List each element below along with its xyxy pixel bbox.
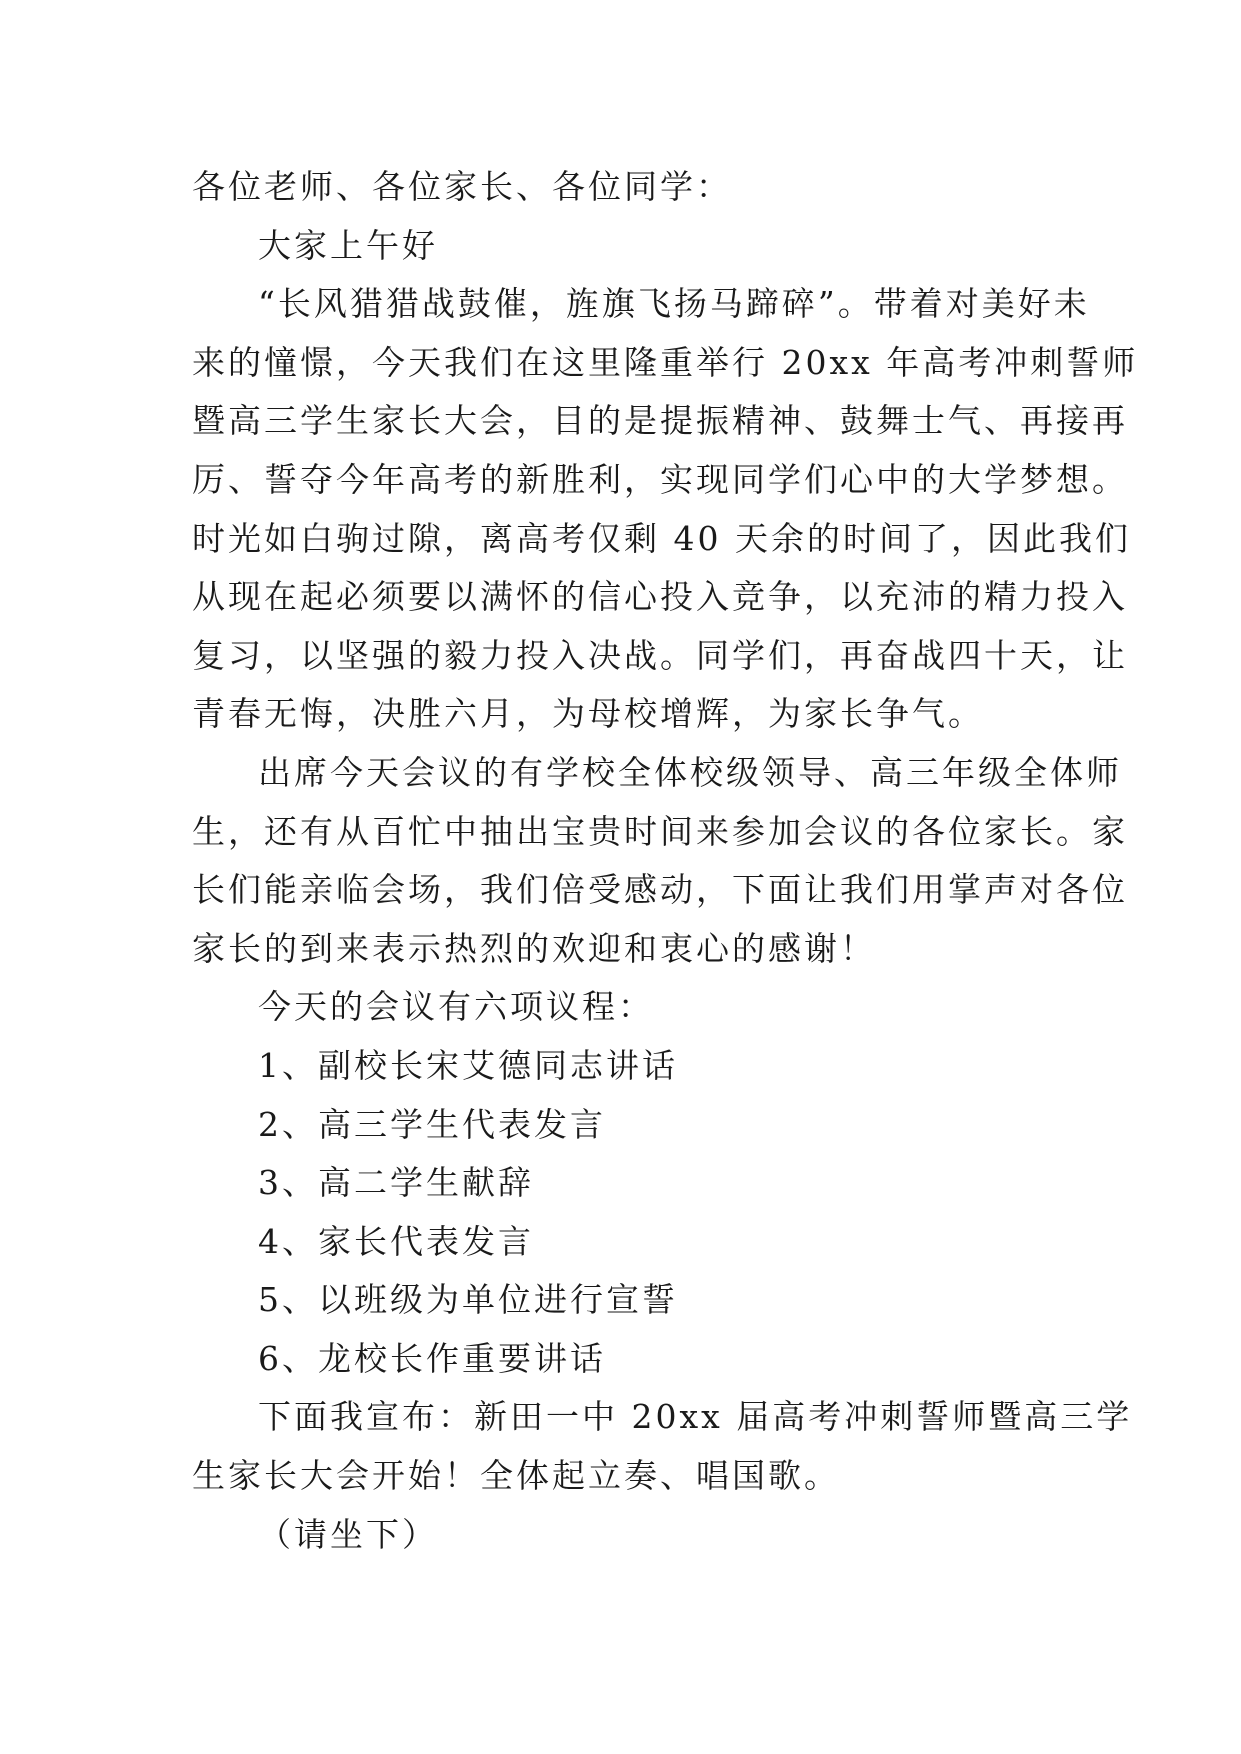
- paragraph-line: 青春无悔，决胜六月，为母校增辉，为家长争气。: [192, 694, 984, 734]
- document-body: [192, 158, 1139, 1564]
- agenda-item: 4、家长代表发言: [258, 1221, 534, 1261]
- announcement-paragraph: [192, 1388, 1133, 1505]
- paragraph-line: 下面我宣布：新田一中 20xx 届高考冲刺誓师暨高三学: [258, 1397, 1133, 1437]
- agenda-item: 1、副校长宋艾德同志讲话: [258, 1045, 678, 1085]
- agenda-list: [192, 1037, 1062, 1389]
- paragraph-line: 从现在起必须要以满怀的信心投入竞争，以充沛的精力投入: [192, 577, 1128, 617]
- paragraph-line: 家长的到来表示热烈的欢迎和衷心的感谢！: [192, 928, 876, 968]
- agenda-item: 2、高三学生代表发言: [258, 1104, 606, 1144]
- agenda-item: 3、高二学生献辞: [258, 1163, 534, 1203]
- paragraph-line: 时光如白驹过隙，离高考仅剩 40 天余的时间了，因此我们: [192, 518, 1131, 558]
- paragraph-line: 生家长大会开始！全体起立奏、唱国歌。: [192, 1456, 840, 1496]
- greeting: 大家上午好: [258, 225, 438, 265]
- agenda-intro: 今天的会议有六项议程：: [258, 987, 654, 1027]
- attendees-paragraph: [192, 744, 1128, 978]
- paragraph-line: 暨高三学生家长大会，目的是提振精神、鼓舞士气、再接再: [192, 401, 1128, 441]
- salutation: 各位老师、各位家长、各位同学：: [192, 167, 732, 206]
- paragraph-line: 厉、誓夺今年高考的新胜利，实现同学们心中的大学梦想。: [192, 459, 1128, 499]
- paragraph-line: “长风猎猎战鼓催，旌旗飞扬马蹄碎”。带着对美好未: [258, 284, 1090, 324]
- paragraph-line: 复习，以坚强的毅力投入决战。同学们，再奋战四十天，让: [192, 635, 1128, 675]
- paragraph-line: 来的憧憬，今天我们在这里隆重举行 20xx 年高考冲刺誓师: [192, 342, 1139, 382]
- agenda-item: 6、龙校长作重要讲话: [258, 1338, 606, 1378]
- agenda-item: 5、以班级为单位进行宣誓: [258, 1280, 678, 1320]
- closing-note: （请坐下）: [258, 1514, 438, 1554]
- paragraph-line: 生，还有从百忙中抽出宝贵时间来参加会议的各位家长。家: [192, 811, 1128, 851]
- paragraph-line: 出席今天会议的有学校全体校级领导、高三年级全体师: [258, 752, 1122, 792]
- paragraph-line: 长们能亲临会场，我们倍受感动，下面让我们用掌声对各位: [192, 870, 1128, 910]
- intro-paragraph: [192, 275, 1139, 744]
